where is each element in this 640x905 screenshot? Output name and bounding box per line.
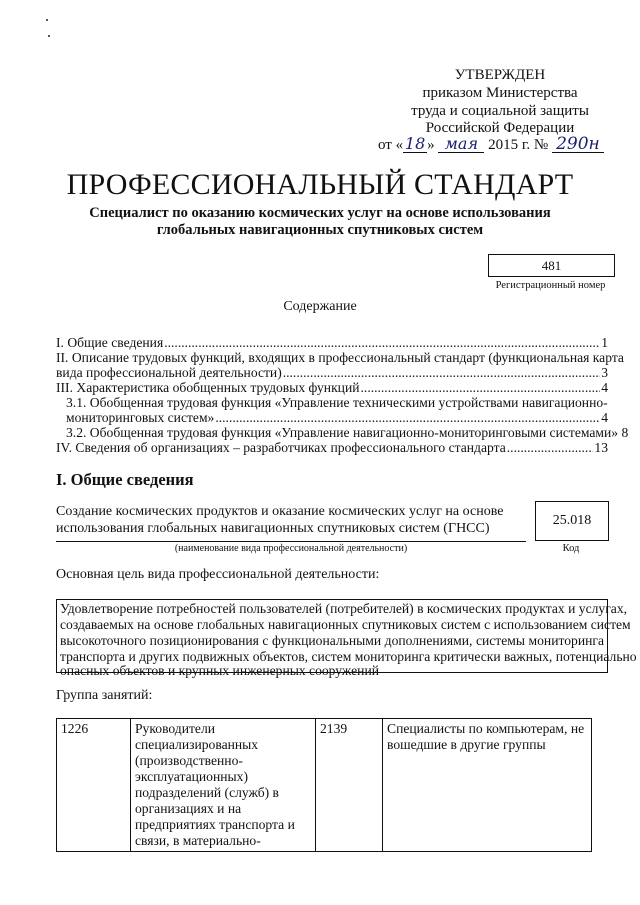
date-prefix: от « — [378, 137, 404, 153]
goal-line: опасных объектов и крупных инженерных сооружений — [60, 663, 379, 678]
goal-line: транспорта и других подвижных объектов, систем мониторинга критически важных, потенциально — [60, 649, 637, 664]
activity-name: Создание космических продуктов и оказание космических услуг на основе использования глобальных навигационных спутниковых систем (ГНСС) — [56, 504, 504, 536]
goal-line: создаваемых на основе глобальных навигационных спутниковых систем с использованием систем — [60, 617, 631, 632]
date-year: 2015 г. № — [488, 137, 549, 153]
group-code: 1226 — [57, 719, 131, 852]
contents-heading: Содержание — [283, 299, 357, 314]
goal-line: высокоточного позиционирования с функциональными дополнениями, системы мониторинга — [60, 633, 604, 648]
groups-label: Группа занятий: — [56, 688, 153, 703]
approval-status: УТВЕРЖДЕН — [454, 67, 546, 83]
goal-box — [56, 599, 637, 678]
activity-code: 25.018 — [535, 501, 609, 541]
document-title: ПРОФЕССИОНАЛЬНЫЙ СТАНДАРТ — [66, 168, 574, 201]
code-caption: Код — [562, 543, 580, 554]
date-month: мая — [438, 136, 484, 153]
approval-date-line — [378, 136, 640, 154]
subtitle-line-2: глобальных навигационных спутниковых систем — [156, 222, 484, 238]
activity-underline — [56, 541, 526, 542]
registration-number-box: 481 — [488, 254, 615, 277]
approval-line-2: труда и социальной защиты — [411, 103, 589, 119]
table-row — [57, 719, 592, 852]
goal-line: Удовлетворение потребностей пользователей (потребителей) в космических продуктах и услугах, — [60, 601, 628, 616]
order-number: 290н — [552, 136, 604, 153]
toc-item-3-1[interactable]: мониторинговых систем» ..... 4 — [66, 410, 608, 425]
toc-item-general[interactable]: I. Общие сведения ..... 1 — [56, 335, 608, 350]
scan-speck — [46, 19, 48, 21]
date-day: 18 — [404, 134, 426, 153]
group-name: Специалисты по компьютерам, не вошедшие в другие группы — [383, 719, 592, 852]
group-code: 2139 — [316, 719, 383, 852]
toc-item-characteristics[interactable]: III. Характеристика обобщенных трудовых функций ..... 4 — [56, 380, 608, 395]
toc-item-functions-line1[interactable]: II. Описание трудовых функций, входящих в профессиональный стандарт (функциональная карта — [56, 350, 624, 365]
toc-item-3-2[interactable]: 3.2. Обобщенная трудовая функция «Управление навигационно-мониторинговыми системами» 8 — [66, 425, 629, 440]
subtitle-line-1: Специалист по оказанию космических услуг на основе использования — [89, 205, 551, 221]
approval-line-3: Российской Федерации — [425, 120, 575, 136]
activity-caption: (наименование вида профессиональной деятельности) — [174, 543, 408, 554]
date-mid: » — [427, 137, 435, 153]
approval-line-1: приказом Министерства — [422, 85, 578, 101]
toc-item-developers[interactable]: IV. Сведения об организациях – разработчиках профессионального стандарта ..... 13 — [56, 440, 608, 455]
toc-item-functions[interactable]: вида профессиональной деятельности) ..... 3 — [56, 365, 608, 380]
group-name: Руководители специализированных (производственно-эксплуатационных) подразделений (служб) в организациях и на предприятиях транспорта и связи, в материально- — [131, 719, 316, 852]
scan-speck — [48, 35, 50, 37]
goal-label: Основная цель вида профессиональной деятельности: — [56, 567, 380, 582]
toc-item-3-1-line1[interactable]: 3.1. Обобщенная трудовая функция «Управление техническими устройствами навигационно- — [66, 395, 608, 410]
groups-table — [56, 718, 592, 852]
section-heading: I. Общие сведения — [56, 470, 194, 489]
registration-number-label: Регистрационный номер — [495, 280, 606, 291]
